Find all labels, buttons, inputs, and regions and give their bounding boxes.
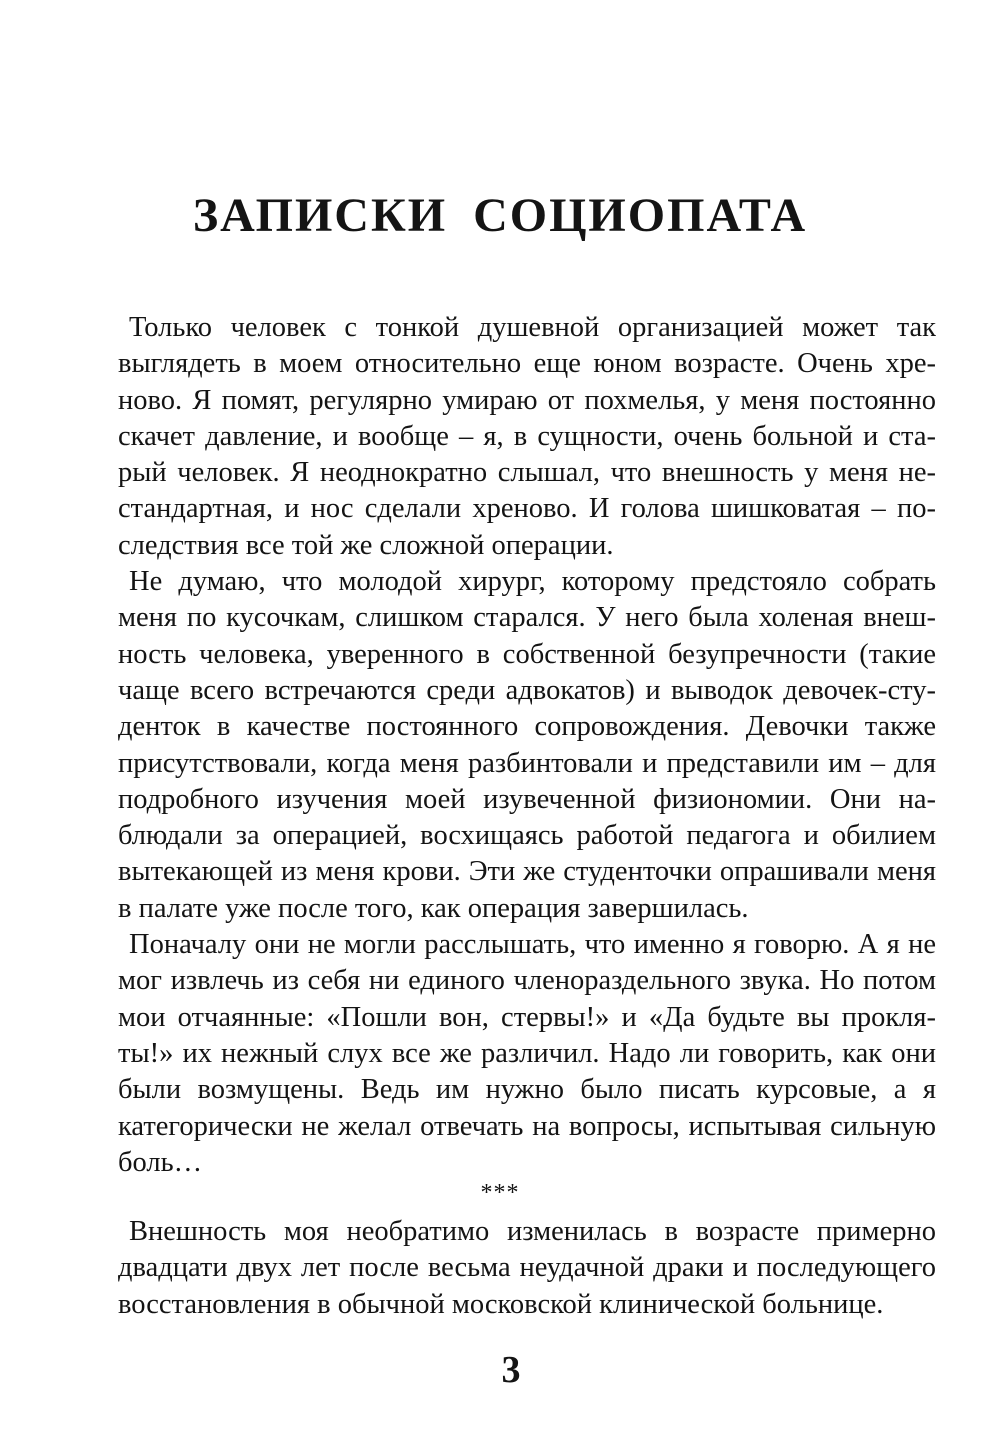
paragraph-1: Только человек с тонкой душевной организацией может так выглядеть в моем относительно еще юном возрасте. Очень хреново. Я помят, регулярно умираю от похмелья, у меня постоянно скачет давление, и вообще – я, в сущности, очень больной и старый человек. Я неоднократно слышал, что внешность у меня нестандартная, и нос сделали хреново. И голова шишковатая – последствия все той же сложной операции. <box>118 312 936 561</box>
section-separator: *** <box>480 1180 520 1206</box>
section-body <box>118 1214 936 1323</box>
page-number: 3 <box>501 1349 521 1391</box>
paragraph-3: Поначалу они не могли расслышать, что именно я говорю. А я не мог извлечь из себя ни единого членораздельного звука. Но потом мои отчаянные: «Пошли вон, стервы!» и «Да будьте вы прокляты!» их нежный слух все же различил. Надо ли говорить, как они были возмущены. Ведь им нужно было писать курсовые, а я категорически не желал отвечать на вопросы, испытывая сильную боль… <box>118 929 936 1178</box>
chapter-title: ЗАПИСКИ СОЦИОПАТА <box>192 189 808 242</box>
chapter-body <box>118 310 936 1181</box>
paragraph-2: Не думаю, что молодой хирург, которому предстояло собрать меня по кусочкам, слишком старался. У него была холеная внешность человека, уверенного в собственной безупречности (такие чаще всего встречаются среди адвокатов) и выводок девочек-студенток в качестве постоянного сопровождения. Девочки также присутствовали, когда меня разбинтовали и представили им – для подробного изучения моей изувеченной физиономии. Они наблюдали за операцией, восхищаясь работой педагога и обилием вытекающей из меня крови. Эти же студенточки опрашивали меня в палате уже после того, как операция завершилась. <box>118 566 936 924</box>
paragraph-4: Внешность моя необратимо изменилась в возрасте примерно двадцати двух лет после весьма неудачной драки и последующего восстановления в обычной московской клинической больнице. <box>118 1216 936 1320</box>
